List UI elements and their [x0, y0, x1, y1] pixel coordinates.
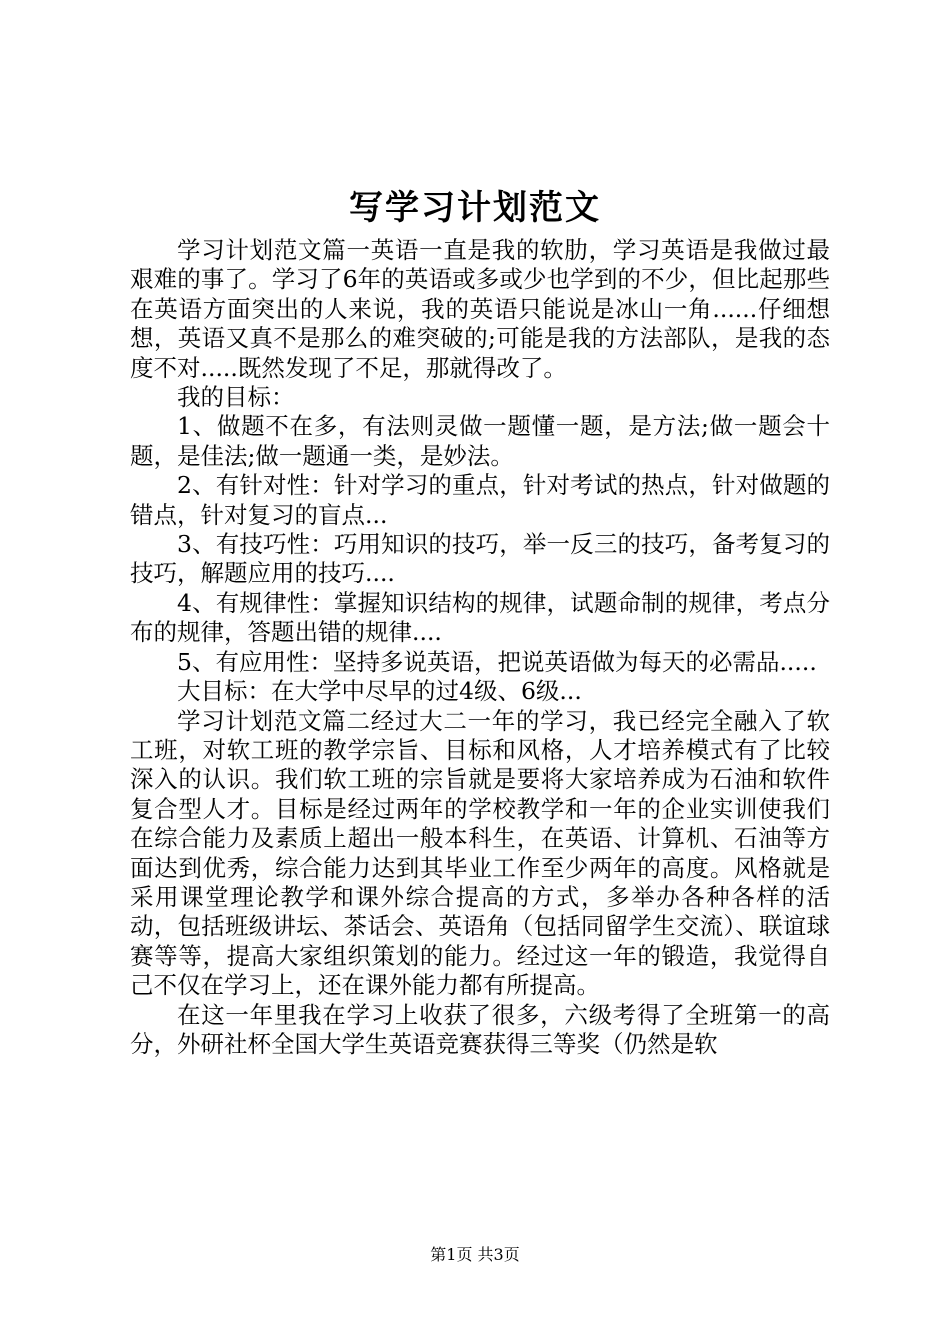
page-footer: 第1页 共3页 [430, 1245, 520, 1264]
paragraph-goal-2: 2、有针对性：针对学习的重点，针对考试的热点，针对做题的错点，针对复习的盲点... [130, 471, 830, 529]
paragraph-essay-two: 学习计划范文篇二经过大二一年的学习，我已经完全融入了软工班，对软工班的教学宗旨、目标和风格，人才培养模式有了比较深入的认识。我们软工班的宗旨就是要将大家培养成为石油和软件复合型人才。目标是经过两年的学校教学和一年的企业实训使我们在综合能力及素质上超出一般本科生，在英语、计算机、石油等方面达到优秀，综合能力达到其毕业工作至少两年的高度。风格就是采用课堂理论教学和课外综合提高的方式，多举办各种各样的活动，包括班级讲坛、茶话会、英语角（包括同留学生交流）、联谊球赛等等，提高大家组织策划的能力。经过这一年的锻造，我觉得自己不仅在学习上，还在课外能力都有所提高。 [130, 706, 830, 1000]
paragraph-goal-4: 4、有规律性：掌握知识结构的规律，试题命制的规律，考点分布的规律，答题出错的规律.... [130, 588, 830, 647]
paragraph-this-year: 在这一年里我在学习上收获了很多，六级考得了全班第一的高分，外研社杯全国大学生英语竞赛获得三等奖（仍然是软 [130, 1000, 830, 1058]
paragraph-goals-heading: 我的目标： [177, 383, 295, 412]
paragraph-goal-1: 1、做题不在多，有法则灵做一题懂一题，是方法;做一题会十题，是佳法;做一题通一类，是妙法。 [130, 412, 830, 470]
paragraph-intro: 学习计划范文篇一英语一直是我的软肋，学习英语是我做过最艰难的事了。学习了6年的英语或多或少也学到的不少，但比起那些在英语方面突出的人来说，我的英语只能说是冰山一角......仔细想想，英语又真不是那么的难突破的;可能是我的方法部队，是我的态度不对.....既然发现了不足，那就得改了。 [130, 236, 830, 382]
paragraph-goal-3: 3、有技巧性：巧用知识的技巧，举一反三的技巧，备考复习的技巧，解题应用的技巧.... [130, 530, 830, 588]
document-title: 写学习计划范文 [349, 188, 601, 228]
document-body [130, 236, 830, 1059]
paragraph-goal-5: 5、有应用性：坚持多说英语，把说英语做为每天的必需品..... [177, 647, 817, 676]
paragraph-big-goal: 大目标：在大学中尽早的过4级、6级... [177, 677, 582, 706]
